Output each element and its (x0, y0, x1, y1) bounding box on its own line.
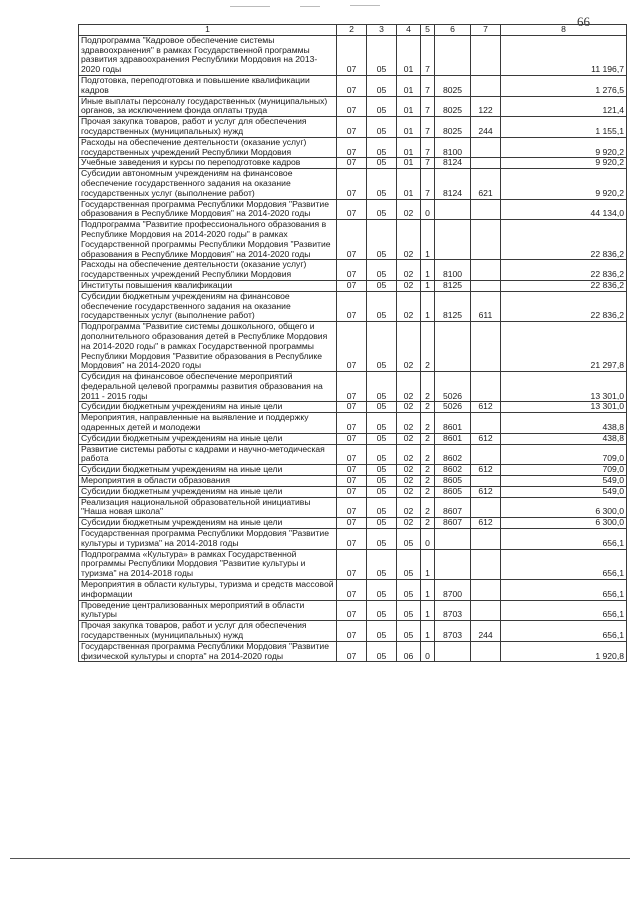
expense-type-code: 621 (471, 169, 501, 199)
expense-type-code: 244 (471, 621, 501, 642)
section-code: 07 (337, 444, 367, 465)
amount-value: 656,1 (501, 529, 627, 550)
expense-type-code (471, 497, 501, 518)
program-code: 02 (397, 322, 421, 372)
amount-value: 44 134,0 (501, 199, 627, 220)
expense-item-code: 8125 (435, 291, 471, 321)
section-code: 07 (337, 486, 367, 497)
subprogram-code: 7 (421, 137, 435, 158)
subprogram-code: 7 (421, 96, 435, 117)
section-code: 07 (337, 372, 367, 402)
expense-item-code: 8605 (435, 486, 471, 497)
amount-value: 6 300,0 (501, 497, 627, 518)
program-code: 06 (397, 641, 421, 662)
table-row (79, 75, 627, 96)
expense-item-code: 8605 (435, 476, 471, 487)
row-name: Проведение централизованных мероприятий в области культуры (79, 600, 337, 621)
budget-table-container (78, 24, 626, 662)
subprogram-code: 2 (421, 433, 435, 444)
table-row (79, 117, 627, 138)
row-name: Подпрограмма "Кадровое обеспечение системы здравоохранения" в рамках Государственной программы развития здравоохранения Республики Мордовия на 2013-2020 годы (79, 35, 337, 75)
expense-item-code: 8025 (435, 75, 471, 96)
subprogram-code: 1 (421, 600, 435, 621)
program-code: 02 (397, 372, 421, 402)
program-code: 02 (397, 220, 421, 260)
column-header: 3 (367, 25, 397, 36)
subprogram-code: 0 (421, 199, 435, 220)
program-code: 01 (397, 137, 421, 158)
subsection-code: 05 (367, 199, 397, 220)
table-row (79, 549, 627, 579)
expense-type-code (471, 444, 501, 465)
section-code: 07 (337, 465, 367, 476)
expense-item-code: 8124 (435, 158, 471, 169)
table-row (79, 444, 627, 465)
expense-type-code (471, 137, 501, 158)
subsection-code: 05 (367, 158, 397, 169)
subprogram-code: 2 (421, 486, 435, 497)
section-code: 07 (337, 96, 367, 117)
row-name: Субсидии бюджетным учреждениям на иные цели (79, 433, 337, 444)
subsection-code: 05 (367, 486, 397, 497)
amount-value: 656,1 (501, 621, 627, 642)
subsection-code: 05 (367, 280, 397, 291)
column-header: 4 (397, 25, 421, 36)
table-row (79, 280, 627, 291)
expense-type-code (471, 372, 501, 402)
table-row (79, 433, 627, 444)
program-code: 02 (397, 497, 421, 518)
expense-item-code (435, 199, 471, 220)
row-name: Субсидия на финансовое обеспечение мероприятий федеральной целевой программы развития образования на 2011 - 2015 годы (79, 372, 337, 402)
program-code: 05 (397, 529, 421, 550)
expense-type-code (471, 529, 501, 550)
table-row (79, 137, 627, 158)
table-row (79, 497, 627, 518)
scan-artifact (300, 6, 320, 7)
subprogram-code: 2 (421, 322, 435, 372)
table-row (79, 322, 627, 372)
subprogram-code: 2 (421, 444, 435, 465)
program-code: 01 (397, 117, 421, 138)
amount-value: 1 276,5 (501, 75, 627, 96)
amount-value: 6 300,0 (501, 518, 627, 529)
section-code: 07 (337, 158, 367, 169)
column-header: 1 (79, 25, 337, 36)
section-code: 07 (337, 280, 367, 291)
row-name: Мероприятия, направленные на выявление и поддержку одаренных детей и молодежи (79, 413, 337, 434)
table-row (79, 402, 627, 413)
table-row (79, 413, 627, 434)
subprogram-code: 1 (421, 260, 435, 281)
row-name: Субсидии автономным учреждениям на финансовое обеспечение государственного задания на оказание государственных услуг (выполнение работ) (79, 169, 337, 199)
expense-type-code (471, 280, 501, 291)
expense-item-code (435, 322, 471, 372)
subsection-code: 05 (367, 137, 397, 158)
row-name: Государственная программа Республики Мордовия "Развитие образования в Республике Мордовия" на 2014-2020 годы (79, 199, 337, 220)
subprogram-code: 2 (421, 518, 435, 529)
expense-item-code: 8100 (435, 137, 471, 158)
section-code: 07 (337, 600, 367, 621)
page-number: 66 (577, 14, 590, 29)
table-row (79, 372, 627, 402)
expense-item-code: 8124 (435, 169, 471, 199)
table-row (79, 600, 627, 621)
subprogram-code: 1 (421, 549, 435, 579)
expense-item-code: 8125 (435, 280, 471, 291)
amount-value: 709,0 (501, 465, 627, 476)
table-row (79, 96, 627, 117)
row-name: Государственная программа Республики Мордовия "Развитие культуры и туризма" на 2014-2018 годы (79, 529, 337, 550)
subsection-code: 05 (367, 529, 397, 550)
subprogram-code: 1 (421, 621, 435, 642)
expense-item-code: 8703 (435, 621, 471, 642)
expense-type-code (471, 220, 501, 260)
row-name: Государственная программа Республики Мордовия "Развитие физической культуры и спорта" на 2014-2020 годы (79, 641, 337, 662)
subprogram-code: 7 (421, 117, 435, 138)
expense-item-code (435, 35, 471, 75)
amount-value: 549,0 (501, 486, 627, 497)
subprogram-code: 7 (421, 169, 435, 199)
program-code: 05 (397, 621, 421, 642)
section-code: 07 (337, 199, 367, 220)
row-name: Субсидии бюджетным учреждениям на финансовое обеспечение государственного задания на оказание государственных услуг (выполнение работ) (79, 291, 337, 321)
expense-type-code (471, 158, 501, 169)
expense-type-code: 612 (471, 486, 501, 497)
expense-item-code: 8602 (435, 465, 471, 476)
subsection-code: 05 (367, 518, 397, 529)
table-row (79, 518, 627, 529)
expense-type-code (471, 600, 501, 621)
row-name: Субсидии бюджетным учреждениям на иные цели (79, 465, 337, 476)
row-name: Развитие системы работы с кадрами и научно-методическая работа (79, 444, 337, 465)
row-name: Подготовка, переподготовка и повышение квалификации кадров (79, 75, 337, 96)
program-code: 01 (397, 96, 421, 117)
expense-type-code (471, 580, 501, 601)
subsection-code: 05 (367, 621, 397, 642)
expense-type-code (471, 476, 501, 487)
expense-type-code: 611 (471, 291, 501, 321)
table-row (79, 486, 627, 497)
amount-value: 656,1 (501, 580, 627, 601)
subsection-code: 05 (367, 322, 397, 372)
subsection-code: 05 (367, 169, 397, 199)
expense-item-code (435, 220, 471, 260)
row-name: Мероприятия в области культуры, туризма и средств массовой информации (79, 580, 337, 601)
amount-value: 13 301,0 (501, 402, 627, 413)
section-code: 07 (337, 402, 367, 413)
row-name: Подпрограмма «Культура» в рамках Государственной программы Республики Мордовия "Развитие культуры и туризма" на 2014-2018 годы (79, 549, 337, 579)
amount-value: 656,1 (501, 600, 627, 621)
page-bottom-rule (10, 858, 630, 859)
column-header: 5 (421, 25, 435, 36)
subprogram-code: 2 (421, 476, 435, 487)
table-row (79, 476, 627, 487)
expense-item-code (435, 549, 471, 579)
amount-value: 9 920,2 (501, 137, 627, 158)
subsection-code: 05 (367, 580, 397, 601)
expense-type-code (471, 549, 501, 579)
section-code: 07 (337, 433, 367, 444)
expense-type-code (471, 75, 501, 96)
subsection-code: 05 (367, 96, 397, 117)
section-code: 07 (337, 621, 367, 642)
section-code: 07 (337, 580, 367, 601)
subsection-code: 05 (367, 433, 397, 444)
program-code: 02 (397, 476, 421, 487)
section-code: 07 (337, 549, 367, 579)
section-code: 07 (337, 476, 367, 487)
section-code: 07 (337, 529, 367, 550)
amount-value: 1 920,8 (501, 641, 627, 662)
expense-item-code: 8703 (435, 600, 471, 621)
amount-value: 9 920,2 (501, 169, 627, 199)
expense-item-code: 8025 (435, 117, 471, 138)
subprogram-code: 1 (421, 220, 435, 260)
subprogram-code: 2 (421, 372, 435, 402)
budget-table (78, 24, 627, 662)
subprogram-code: 7 (421, 158, 435, 169)
expense-item-code: 8607 (435, 497, 471, 518)
section-code: 07 (337, 75, 367, 96)
expense-type-code: 122 (471, 96, 501, 117)
subsection-code: 05 (367, 444, 397, 465)
expense-type-code (471, 199, 501, 220)
expense-type-code: 612 (471, 433, 501, 444)
row-name: Расходы на обеспечение деятельности (оказание услуг) государственных учреждений Республики Мордовия (79, 137, 337, 158)
subsection-code: 05 (367, 476, 397, 487)
table-row (79, 35, 627, 75)
subsection-code: 05 (367, 600, 397, 621)
program-code: 05 (397, 580, 421, 601)
section-code: 07 (337, 322, 367, 372)
expense-type-code (471, 260, 501, 281)
section-code: 07 (337, 220, 367, 260)
row-name: Субсидии бюджетным учреждениям на иные цели (79, 402, 337, 413)
subprogram-code: 1 (421, 280, 435, 291)
expense-item-code: 5026 (435, 372, 471, 402)
table-body (79, 35, 627, 662)
row-name: Подпрограмма "Развитие профессионального образования в Республике Мордовия на 2014-2020 годы" в рамках Государственной программы Республики Мордовия "Развитие образования в Республике Мордовия" на 2014-2020 годы (79, 220, 337, 260)
subsection-code: 05 (367, 372, 397, 402)
amount-value: 11 196,7 (501, 35, 627, 75)
amount-value: 438,8 (501, 413, 627, 434)
amount-value: 22 836,2 (501, 260, 627, 281)
expense-item-code: 8601 (435, 433, 471, 444)
section-code: 07 (337, 413, 367, 434)
amount-value: 549,0 (501, 476, 627, 487)
program-code: 01 (397, 158, 421, 169)
subprogram-code: 2 (421, 465, 435, 476)
table-row (79, 260, 627, 281)
table-row (79, 641, 627, 662)
expense-item-code: 5026 (435, 402, 471, 413)
subsection-code: 05 (367, 220, 397, 260)
subsection-code: 05 (367, 402, 397, 413)
program-code: 02 (397, 465, 421, 476)
row-name: Реализация национальной образовательной инициативы "Наша новая школа" (79, 497, 337, 518)
subprogram-code: 2 (421, 402, 435, 413)
table-row (79, 580, 627, 601)
subprogram-code: 2 (421, 497, 435, 518)
scan-artifact (350, 5, 380, 6)
column-header: 2 (337, 25, 367, 36)
expense-item-code: 8100 (435, 260, 471, 281)
program-code: 01 (397, 169, 421, 199)
expense-type-code: 612 (471, 518, 501, 529)
amount-value: 709,0 (501, 444, 627, 465)
amount-value: 9 920,2 (501, 158, 627, 169)
subprogram-code: 7 (421, 35, 435, 75)
section-code: 07 (337, 169, 367, 199)
subsection-code: 05 (367, 291, 397, 321)
row-name: Субсидии бюджетным учреждениям на иные цели (79, 486, 337, 497)
amount-value: 1 155,1 (501, 117, 627, 138)
subprogram-code: 2 (421, 413, 435, 434)
section-code: 07 (337, 117, 367, 138)
expense-item-code: 8601 (435, 413, 471, 434)
row-name: Учебные заведения и курсы по переподготовке кадров (79, 158, 337, 169)
subsection-code: 05 (367, 117, 397, 138)
program-code: 05 (397, 600, 421, 621)
program-code: 02 (397, 486, 421, 497)
column-header: 8 (501, 25, 627, 36)
program-code: 02 (397, 433, 421, 444)
amount-value: 21 297,8 (501, 322, 627, 372)
row-name: Субсидии бюджетным учреждениям на иные цели (79, 518, 337, 529)
subprogram-code: 1 (421, 580, 435, 601)
expense-type-code (471, 322, 501, 372)
amount-value: 13 301,0 (501, 372, 627, 402)
row-name: Мероприятия в области образования (79, 476, 337, 487)
row-name: Расходы на обеспечение деятельности (оказание услуг) государственных учреждений Республики Мордовия (79, 260, 337, 281)
program-code: 02 (397, 444, 421, 465)
column-number-row (79, 25, 627, 36)
program-code: 05 (397, 549, 421, 579)
subsection-code: 05 (367, 260, 397, 281)
expense-item-code (435, 641, 471, 662)
table-row (79, 199, 627, 220)
program-code: 02 (397, 291, 421, 321)
amount-value: 656,1 (501, 549, 627, 579)
expense-type-code (471, 641, 501, 662)
expense-type-code: 612 (471, 465, 501, 476)
section-code: 07 (337, 518, 367, 529)
section-code: 07 (337, 497, 367, 518)
row-name: Подпрограмма "Развитие системы дошкольного, общего и дополнительного образования детей в Республике Мордовия на 2014-2020 годы" в рамках Государственной программы Республики Мордовия "Развитие образования в Республике Мордовия" на 2014-2020 годы (79, 322, 337, 372)
expense-item-code (435, 529, 471, 550)
program-code: 02 (397, 199, 421, 220)
amount-value: 22 836,2 (501, 280, 627, 291)
column-header: 6 (435, 25, 471, 36)
subsection-code: 05 (367, 35, 397, 75)
row-name: Иные выплаты персоналу государственных (муниципальных) органов, за исключением фонда оплаты труда (79, 96, 337, 117)
subprogram-code: 0 (421, 641, 435, 662)
table-row (79, 158, 627, 169)
table-row (79, 465, 627, 476)
row-name: Прочая закупка товаров, работ и услуг для обеспечения государственных (муниципальных) нужд (79, 117, 337, 138)
column-header: 7 (471, 25, 501, 36)
row-name: Прочая закупка товаров, работ и услуг для обеспечения государственных (муниципальных) нужд (79, 621, 337, 642)
table-row (79, 529, 627, 550)
table-row (79, 621, 627, 642)
program-code: 02 (397, 518, 421, 529)
program-code: 01 (397, 35, 421, 75)
expense-item-code: 8700 (435, 580, 471, 601)
section-code: 07 (337, 260, 367, 281)
expense-item-code: 8607 (435, 518, 471, 529)
program-code: 02 (397, 413, 421, 434)
program-code: 02 (397, 260, 421, 281)
expense-type-code: 244 (471, 117, 501, 138)
subprogram-code: 1 (421, 291, 435, 321)
expense-item-code: 8025 (435, 96, 471, 117)
expense-type-code (471, 413, 501, 434)
expense-item-code: 8602 (435, 444, 471, 465)
program-code: 01 (397, 75, 421, 96)
table-row (79, 220, 627, 260)
program-code: 02 (397, 280, 421, 291)
amount-value: 22 836,2 (501, 291, 627, 321)
subsection-code: 05 (367, 413, 397, 434)
subsection-code: 05 (367, 465, 397, 476)
amount-value: 22 836,2 (501, 220, 627, 260)
amount-value: 121,4 (501, 96, 627, 117)
section-code: 07 (337, 291, 367, 321)
table-row (79, 291, 627, 321)
section-code: 07 (337, 35, 367, 75)
subsection-code: 05 (367, 641, 397, 662)
subsection-code: 05 (367, 497, 397, 518)
expense-type-code (471, 35, 501, 75)
program-code: 02 (397, 402, 421, 413)
subprogram-code: 0 (421, 529, 435, 550)
section-code: 07 (337, 137, 367, 158)
section-code: 07 (337, 641, 367, 662)
subsection-code: 05 (367, 75, 397, 96)
subsection-code: 05 (367, 549, 397, 579)
row-name: Институты повышения квалификации (79, 280, 337, 291)
expense-type-code: 612 (471, 402, 501, 413)
scan-artifact (230, 6, 270, 7)
amount-value: 438,8 (501, 433, 627, 444)
table-row (79, 169, 627, 199)
subprogram-code: 7 (421, 75, 435, 96)
